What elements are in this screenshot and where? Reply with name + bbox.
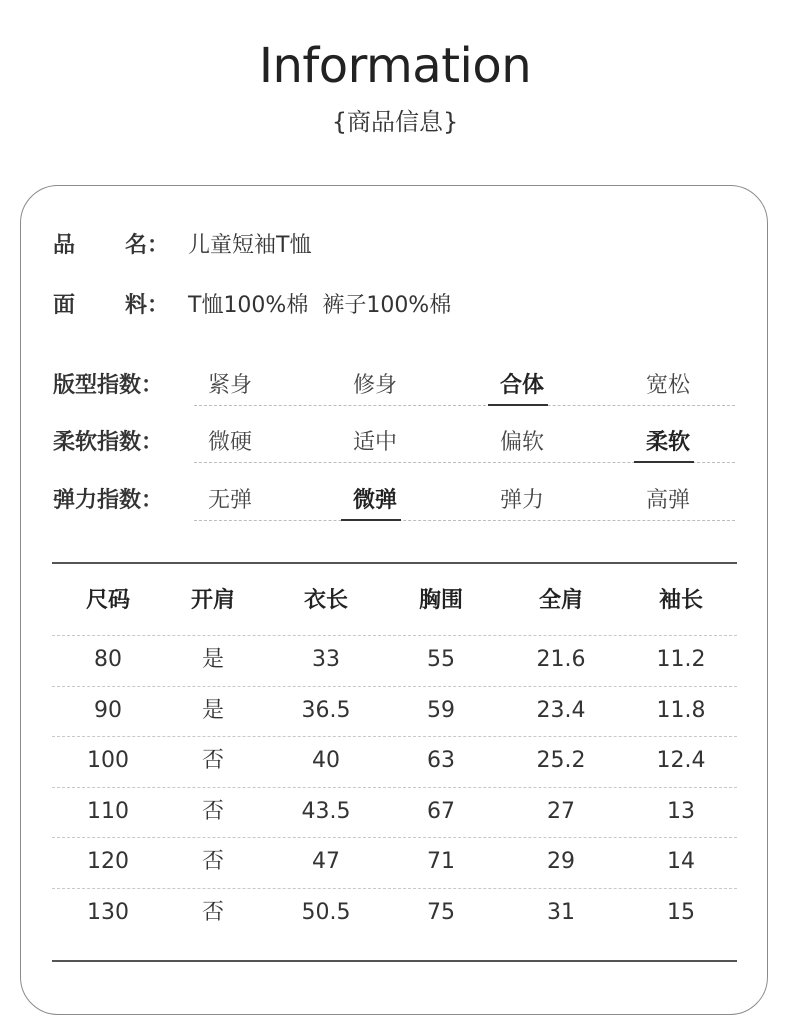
table-row-divider <box>52 686 737 687</box>
table-header-cell: 衣长 <box>303 588 348 613</box>
index-option: 适中 <box>353 430 398 455</box>
index-option-selected: 微弹 <box>353 488 398 513</box>
table-cell: 59 <box>427 697 455 723</box>
index-option-selected: 柔软 <box>646 430 691 455</box>
table-cell: 33 <box>312 647 340 672</box>
table-cell: 43.5 <box>301 798 351 824</box>
index-option: 弹力 <box>500 488 545 513</box>
index-row <box>53 421 743 465</box>
index-selected-underline <box>634 461 694 463</box>
index-label: 版型指数： <box>53 373 164 398</box>
table-cell: 63 <box>427 748 455 774</box>
table-cell: 75 <box>427 900 455 925</box>
table-row-divider <box>52 888 737 889</box>
index-option: 宽松 <box>646 373 691 398</box>
table-cell: 14 <box>667 849 695 875</box>
table-cell: 110 <box>87 798 129 824</box>
table-row-divider <box>52 635 737 636</box>
table-cell: 36.5 <box>301 697 351 723</box>
index-row <box>53 364 743 408</box>
table-cell: 47 <box>312 849 340 875</box>
index-label: 柔软指数： <box>53 430 164 455</box>
table-header-cell: 袖长 <box>658 588 703 613</box>
table-cell: 否 <box>201 798 224 824</box>
info-label: 面 料： <box>53 293 169 318</box>
table-cell: 25.2 <box>536 748 586 774</box>
index-selected-underline <box>341 519 401 521</box>
table-cell: 31 <box>547 900 575 925</box>
table-cell: 是 <box>201 647 224 672</box>
table-cell: 67 <box>427 798 455 824</box>
table-cell: 13 <box>667 798 695 824</box>
table-cell: 90 <box>94 697 122 723</box>
table-cell: 130 <box>87 900 129 925</box>
info-value: 儿童短袖T恤 <box>188 233 312 258</box>
table-top-border <box>52 562 737 564</box>
index-option: 偏软 <box>500 430 545 455</box>
table-bottom-border <box>52 960 737 962</box>
index-option: 无弹 <box>208 488 253 513</box>
index-option: 紧身 <box>208 373 253 398</box>
info-label: 品 名： <box>53 233 169 258</box>
table-row-divider <box>52 787 737 788</box>
table-cell: 50.5 <box>301 900 351 925</box>
info-value: T恤100%棉 裤子100%棉 <box>188 293 452 318</box>
table-cell: 40 <box>312 748 340 774</box>
table-header-cell: 尺码 <box>85 588 130 613</box>
table-cell: 12.4 <box>656 748 706 774</box>
table-cell: 71 <box>427 849 455 875</box>
table-cell: 120 <box>87 849 129 875</box>
index-selected-underline <box>488 404 548 406</box>
index-row <box>53 479 743 523</box>
table-cell: 80 <box>94 647 122 672</box>
table-cell: 11.2 <box>656 647 706 672</box>
table-header-cell: 胸围 <box>418 588 463 613</box>
table-row-divider <box>52 837 737 838</box>
table-cell: 29 <box>547 849 575 875</box>
table-header-cell: 开肩 <box>190 588 235 613</box>
index-option: 微硬 <box>208 430 253 455</box>
index-option-selected: 合体 <box>500 373 545 398</box>
table-cell: 21.6 <box>536 647 586 672</box>
table-cell: 27 <box>547 798 575 824</box>
index-dotted-line <box>194 405 735 406</box>
page-subtitle: {商品信息} <box>331 108 459 136</box>
table-cell: 55 <box>427 647 455 672</box>
table-cell: 100 <box>87 748 129 774</box>
index-dotted-line <box>194 520 735 521</box>
table-cell: 否 <box>201 748 224 774</box>
table-cell: 23.4 <box>536 697 586 723</box>
table-cell: 否 <box>201 849 224 875</box>
index-option: 高弹 <box>646 488 691 513</box>
table-cell: 15 <box>667 900 695 925</box>
index-label: 弹力指数： <box>53 488 164 513</box>
table-row-divider <box>52 736 737 737</box>
table-header-cell: 全肩 <box>538 588 583 613</box>
table-cell: 是 <box>201 697 224 723</box>
index-option: 修身 <box>353 373 398 398</box>
page-title: Information <box>258 38 532 94</box>
table-cell: 否 <box>201 900 224 925</box>
table-cell: 11.8 <box>656 697 706 723</box>
